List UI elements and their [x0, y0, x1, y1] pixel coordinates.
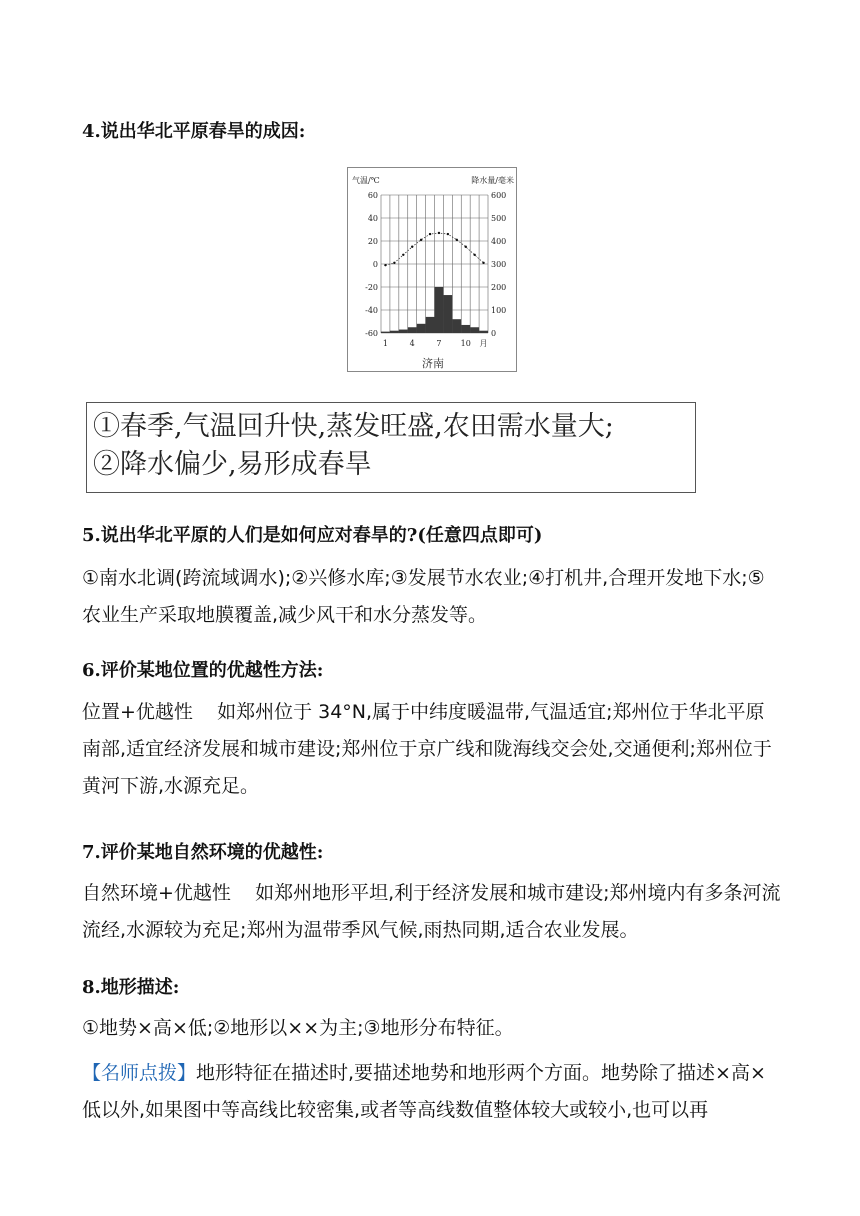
q6-text: 位置+优越性 如郑州位于 34°N,属于中纬度暖温带,气温适宜;郑州位于华北平原南部,适宜经济发展和城市建设;郑州位于京广线和陇海线交会处,交通便利;郑州位于黄河下游,水源充足。	[82, 701, 772, 797]
q5-text: ①南水北调(跨流域调水);②兴修水库;③发展节水农业;④打机井,合理开发地下水;⑤农业生产采取地膜覆盖,减少风干和水分蒸发等。	[82, 567, 765, 626]
climate-chart-svg	[348, 168, 518, 373]
temperature-point	[402, 254, 404, 256]
temperature-point	[438, 232, 440, 234]
precip-bar	[435, 287, 444, 333]
month-unit-label: 月	[479, 339, 488, 348]
q6-title: 6.评价某地位置的优越性方法:	[82, 660, 324, 681]
temperature-point	[420, 239, 422, 241]
temperature-point	[393, 262, 395, 264]
climate-chart	[347, 167, 517, 372]
chart-title: 济南	[422, 357, 444, 370]
temp-tick-label: 60	[367, 191, 378, 200]
precip-bar	[461, 325, 470, 333]
q8-title: 8.地形描述:	[82, 977, 180, 998]
month-tick-label: 4	[409, 339, 415, 348]
temp-tick-label: 20	[367, 237, 378, 246]
q8-tip	[82, 1055, 782, 1129]
temperature-point	[429, 233, 431, 235]
temperature-point	[384, 264, 386, 266]
temperature-point	[465, 246, 467, 248]
temperature-point	[456, 239, 458, 241]
temp-tick-label: 40	[367, 214, 378, 223]
precip-bar	[408, 327, 417, 333]
q4-answer-line-1: ①春季,气温回升快,蒸发旺盛,农田需水量大;	[93, 411, 614, 442]
temperature-point	[482, 262, 484, 264]
precip-bar	[452, 319, 461, 333]
month-tick-label: 1	[382, 339, 389, 348]
temp-axis-label: 气温/℃	[352, 176, 380, 185]
q4-answer-line-2: ②降水偏少,易形成春旱	[93, 449, 372, 480]
precip-tick-label: 0	[491, 329, 497, 338]
temp-tick-label: -40	[365, 306, 378, 315]
temperature-point	[411, 246, 413, 248]
temp-tick-label: 0	[372, 260, 378, 269]
precip-axis-label: 降水量/毫米	[471, 176, 514, 185]
precip-tick-label: 400	[491, 237, 507, 246]
precip-bar	[417, 324, 426, 333]
precip-tick-label: 100	[491, 306, 507, 315]
q4-answer-box	[86, 402, 696, 493]
precip-bar	[470, 327, 479, 333]
temp-tick-label: -20	[365, 283, 378, 292]
q8-text: ①地势×高×低;②地形以××为主;③地形分布特征。	[82, 1017, 514, 1039]
temperature-point	[447, 233, 449, 235]
precip-bar	[399, 330, 408, 333]
q8-tip-label: 【名师点拨】	[82, 1062, 197, 1084]
precip-tick-label: 200	[491, 283, 507, 292]
precip-bar	[443, 295, 452, 333]
month-tick-label: 10	[460, 339, 471, 348]
precip-tick-label: 600	[491, 191, 507, 200]
temp-tick-label: -60	[365, 329, 378, 338]
precip-bar	[479, 331, 488, 333]
precip-tick-label: 500	[491, 214, 507, 223]
q7-text: 自然环境+优越性 如郑州地形平坦,利于经济发展和城市建设;郑州境内有多条河流流经,水源较为充足;郑州为温带季风气候,雨热同期,适合农业发展。	[82, 882, 781, 941]
q8-tip-text: 地形特征在描述时,要描述地势和地形两个方面。地势除了描述×高×低以外,如果图中等高线比较密集,或者等高线数值整体较大或较小,也可以再	[82, 1062, 766, 1121]
month-tick-label: 7	[436, 339, 442, 348]
precip-tick-label: 300	[491, 260, 507, 269]
q7-title: 7.评价某地自然环境的优越性:	[82, 842, 324, 863]
temperature-point	[473, 254, 475, 256]
precip-bar	[426, 317, 435, 333]
q4-title: 4.说出华北平原春旱的成因:	[82, 121, 306, 142]
precip-bar	[390, 331, 399, 333]
precip-bar	[381, 332, 390, 333]
q5-title: 5.说出华北平原的人们是如何应对春旱的?(任意四点即可)	[82, 525, 543, 546]
